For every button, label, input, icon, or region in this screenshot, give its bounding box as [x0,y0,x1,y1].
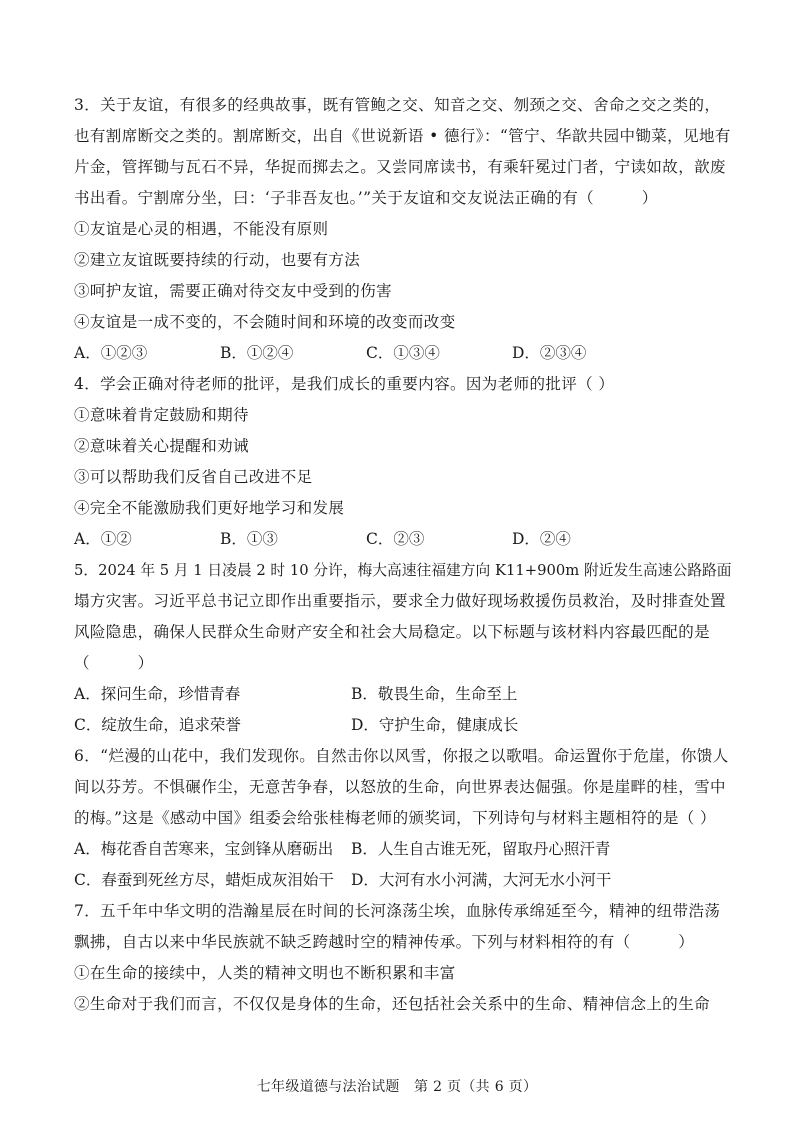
page-content [74,90,734,1020]
question-4 [74,369,734,555]
question-4-item: ④完全不能激励我们更好地学习和发展 [74,499,345,517]
question-4-item: ②意味着关心提醒和劝诫 [74,437,249,455]
question-3-item: ③呵护友谊，需要正确对待交友中受到的伤害 [74,282,393,300]
option-a: A．①②③ [74,344,148,362]
option-d: D．②③④ [512,344,587,362]
question-7-stem-line: 飘拂，自古以来中华民族就不缺乏跨越时空的精神传承。下列与材料相符的有（ ） [74,933,695,951]
question-4-stem-line: 4．学会正确对待老师的批评，是我们成长的重要内容。因为老师的批评（ ） [74,375,615,393]
option-a: A．探问生命，珍惜青春 [74,685,241,703]
question-3-item: ①友谊是心灵的相遇，不能没有原则 [74,220,329,238]
option-c: C．春蚕到死丝方尽，蜡炬成灰泪始干 [74,871,334,889]
option-b: B．①③ [220,530,278,548]
question-5-options-row [74,679,734,710]
question-4-item: ①意味着肯定鼓励和期待 [74,406,249,424]
question-7 [74,896,734,1020]
question-6-stem-line: 6．“烂漫的山花中，我们发现你。自然击你以风雪，你报之以歌唱。命运置你于危崖，你馈人 [74,747,729,765]
option-b: B．①②④ [220,344,294,362]
question-7-stem-line: 7．五千年中华文明的浩瀚星辰在时间的长河涤荡尘埃，血脉传承绵延至今，精神的纽带浩荡 [74,902,721,920]
question-6-stem-line: 间以芬芳。不惧碾作尘，无意苦争春，以怒放的生命，向世界表达倔强。你是崖畔的桂，雪中 [74,778,726,796]
question-3 [74,90,734,369]
option-a: A．梅花香自苦寒来，宝剑锋从磨砺出 [74,840,334,858]
question-5 [74,555,734,741]
option-d: D．大河有水小河满，大河无水小河干 [351,871,612,889]
option-c: C．①③④ [366,344,440,362]
question-7-item: ①在生命的接续中，人类的精神文明也不断积累和丰富 [74,964,456,982]
option-a: A．①② [74,530,132,548]
question-3-stem-line: 书出看。宁割席分坐，曰：‘子非吾友也。’”关于友谊和交友说法正确的有（ ） [74,189,658,207]
question-6 [74,741,734,896]
question-5-options-row [74,710,734,741]
question-7-item: ②生命对于我们而言，不仅仅是身体的生命，还包括社会关系中的生命、精神信念上的生命 [74,995,711,1013]
question-6-stem-line: 的梅。”这是《感动中国》组委会给张桂梅老师的颁奖词，下列诗句与材料主题相符的是（ ） [74,809,716,827]
option-b: B．敬畏生命，生命至上 [351,685,518,703]
option-c: C．绽放生命，追求荣誉 [74,716,241,734]
option-c: C．②③ [366,530,425,548]
question-4-options [74,524,734,555]
question-5-stem-line: 塌方灾害。习近平总书记立即作出重要指示，要求全力做好现场救援伤员救治，及时排查处置 [74,592,726,610]
option-b: B．人生自古谁无死，留取丹心照汗青 [351,840,611,858]
page-footer: 七年级道德与法治试题 第 2 页（共 6 页） [256,1079,538,1095]
question-4-item: ③可以帮助我们反省自己改进不足 [74,468,313,486]
question-3-stem-line: 3．关于友谊，有很多的经典故事，既有管鲍之交、知音之交、刎颈之交、舍命之交之类的， [74,96,721,114]
option-d: D．②④ [512,530,571,548]
question-3-options [74,338,734,369]
question-3-stem-line: 片金，管挥锄与瓦石不异，华捉而掷去之。又尝同席读书，有乘轩冕过门者，宁读如故，歆废 [74,158,726,176]
question-6-options-row [74,865,734,896]
question-5-stem-line: 5．2024 年 5 月 1 日凌晨 2 时 10 分许，梅大高速往福建方向 K11+900m 附近发生高速公路路面 [74,562,732,579]
question-5-answer-blank: （ ） [74,654,154,672]
question-3-item: ④友谊是一成不变的，不会随时间和环境的改变而改变 [74,313,456,331]
question-3-stem-line: 也有割席断交之类的。割席断交，出自《世说新语 • 德行》：“管宁、华歆共园中锄菜，见地有 [74,127,731,145]
question-5-stem-line: 风险隐患，确保人民群众生命财产安全和社会大局稳定。以下标题与该材料内容最匹配的是 [74,623,711,641]
option-d: D．守护生命，健康成长 [351,716,519,734]
question-6-options-row [74,834,734,865]
question-3-item: ②建立友谊既要持续的行动，也要有方法 [74,251,361,269]
